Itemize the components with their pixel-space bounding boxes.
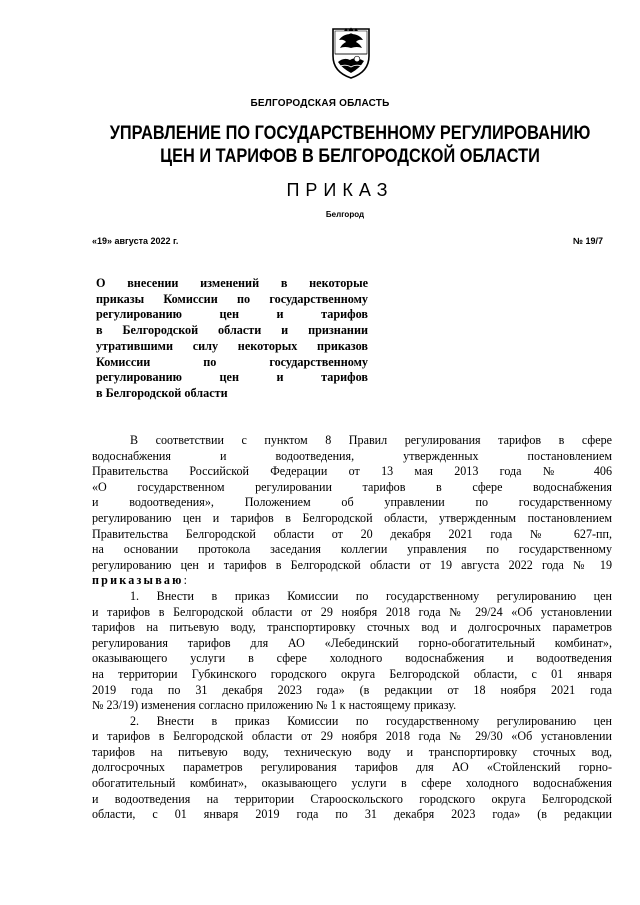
body-line: В соответствии с пунктом 8 Правил регулирования тарифов в сфере [130,433,612,447]
agency-title [101,122,600,168]
item1-line: оказывающего услуги в сфере холодного водоснабжения и водоотведения [92,651,612,666]
item1-line: регулирования тарифов для АО «Лебединский горно-обогатительный комбинат», [92,635,612,650]
region-name: БЕЛГОРОДСКАЯ ОБЛАСТЬ [250,98,390,109]
subject-line: регулированию цен и тарифов [96,370,368,385]
order-word: приказываю [92,573,184,588]
item1-line: № 23/19) изменения согласно приложению № 1 к настоящему приказу. [92,698,457,713]
subject-line: Комиссии по государственному [96,354,368,369]
subject-line: в Белгородской области [96,385,228,400]
item2-line: тарифов на питьевую воду, техническую воду и транспортировку сточных вод, [92,744,612,759]
subject-line: приказы Комиссии по государственному [96,291,368,306]
document-type: ПРИКАЗ [286,180,394,200]
body-line: Правительства Белгородской области от 20 декабря 2021 года № 627-пп, [92,526,612,541]
body-line: регулированию цен и тарифов в Белгородской области от 19 августа 2022 года № 19 [92,557,612,572]
document-number: № 19/7 [572,236,603,246]
coat-of-arms-icon [330,26,372,80]
subject-line: утратившими силу некоторых приказов [96,338,368,353]
city-name: Белгород [325,210,365,219]
order-line: приказываю: [92,573,187,588]
item2-line: долгосрочных параметров регулирования тарифов для АО «Стойленский горно- [92,760,612,775]
body-line: «О государственном регулировании тарифов в сфере водоснабжения [92,479,612,494]
item1-line: 1. Внести в приказ Комиссии по государственному регулированию цен [130,588,612,603]
item2-line: 2. Внести в приказ Комиссии по государственному регулированию цен [130,713,612,728]
subject-line: О внесении изменений в некоторые [96,276,368,290]
body-line: на основании протокола заседания коллегии управления по государственному [92,542,612,557]
agency-title-line-1: УПРАВЛЕНИЕ ПО ГОСУДАРСТВЕННОМУ РЕГУЛИРОВАНИЮ [109,123,591,144]
document-body [92,433,612,823]
item2-line: области, с 01 января 2019 года по 31 декабря 2023 года» (в редакции [92,807,612,822]
item1-line: 2019 года по 31 декабря 2023 года» (в редакции от 18 ноября 2021 года [92,682,612,697]
body-line: Правительства Российской Федерации от 13 мая 2013 года № 406 [92,464,612,479]
subject-line: в Белгородской области и признании [96,323,368,338]
body-line: регулированию цен и тарифов в Белгородской области, утвержденным постановлением [92,510,612,525]
document-date: «19» августа 2022 г. [92,236,179,246]
item1-line: на территории Губкинского городского округа Белгородской области, с 01 января [92,666,612,681]
item1-line: тарифов на питьевую воду, транспортировку сточных вод и долгосрочных параметров [92,620,612,635]
agency-title-line-2: ЦЕН И ТАРИФОВ В БЕЛГОРОДСКОЙ ОБЛАСТИ [160,146,540,167]
item2-line: и водоотведения на территории Старооскольского городского округа Белгородской [92,791,612,806]
document-subject [96,276,368,402]
body-line: водоснабжения и водоотведения, утвержденных постановлением [92,448,612,463]
item2-line: и тарифов в Белгородской области от 29 ноября 2018 года № 29/30 «Об установлении [92,729,612,744]
body-line: и водоотведения», Положением об управлении по государственному [92,495,612,510]
subject-line: регулированию цен и тарифов [96,307,368,322]
item2-line: обогатительный комбинат», оказывающего услуги в сфере холодного водоснабжения [92,776,612,791]
item1-line: и тарифов в Белгородской области от 29 ноября 2018 года № 29/24 «Об установлении [92,604,612,619]
